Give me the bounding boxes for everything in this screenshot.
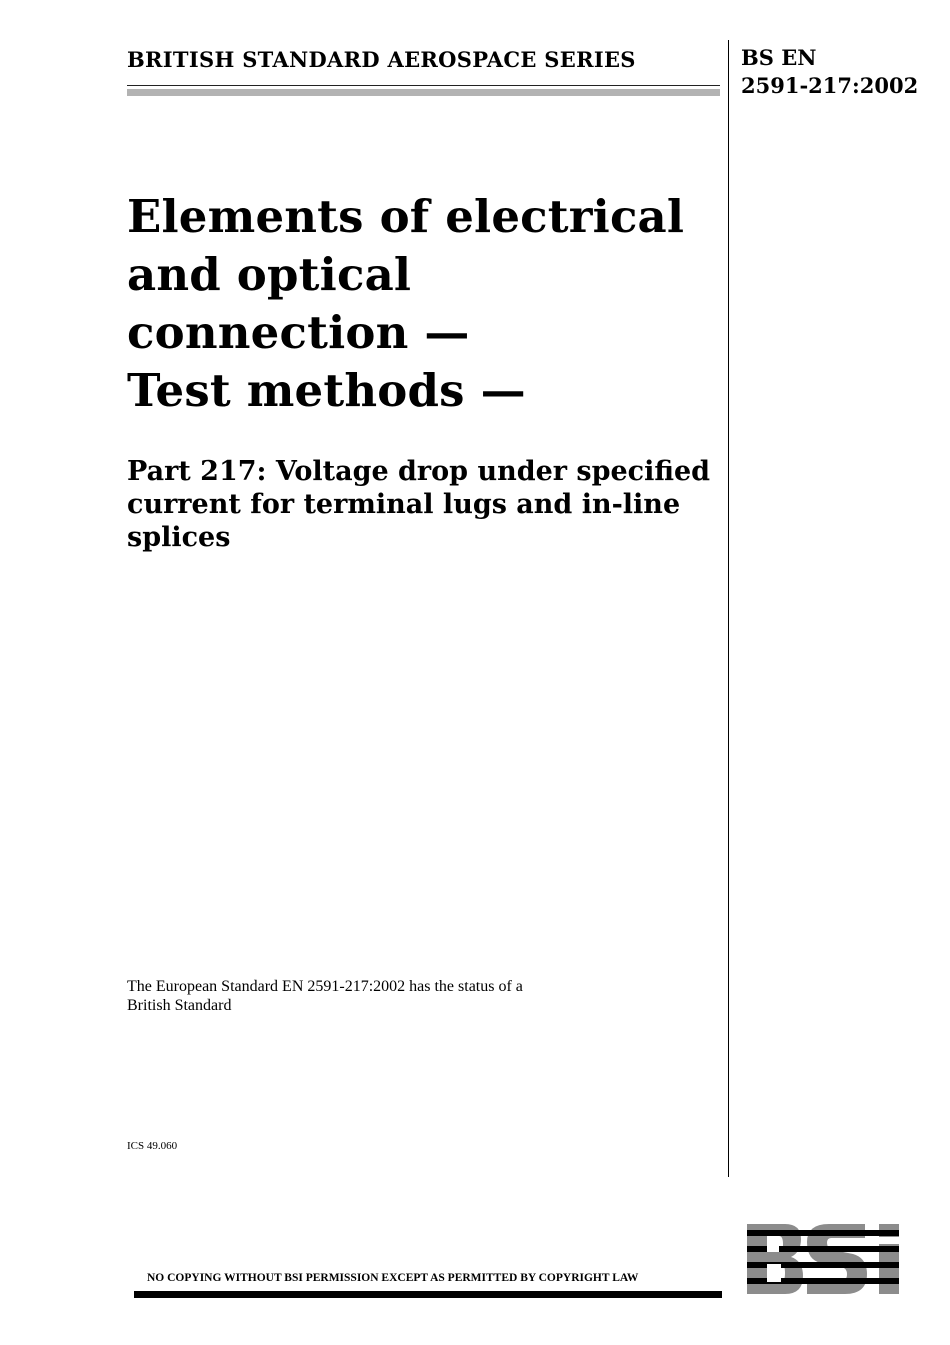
document-number-prefix: BS EN [741, 45, 817, 70]
ics-code: ICS 49.060 [127, 1140, 178, 1152]
document-number-code: 2591-217:2002 [741, 73, 919, 98]
header-rule-thin [127, 85, 720, 86]
series-label: BRITISH STANDARD AEROSPACE SERIES [127, 47, 636, 72]
main-title-line: and optical [127, 248, 412, 301]
vertical-divider [728, 40, 729, 1177]
header-rule-thick [127, 89, 720, 96]
main-title-line: Elements of electrical [127, 190, 685, 243]
copyright-notice: NO COPYING WITHOUT BSI PERMISSION EXCEPT AS PERMITTED BY COPYRIGHT LAW [147, 1272, 639, 1284]
status-note [127, 977, 523, 1015]
part-subtitle [127, 455, 717, 554]
main-title-line: connection — [127, 306, 470, 359]
main-title-line: Test methods — [127, 364, 526, 417]
footer-rule [134, 1291, 722, 1298]
status-note-line: British Standard [127, 997, 232, 1014]
status-note-line: The European Standard EN 2591-217:2002 has the status of a [127, 978, 523, 995]
document-number [741, 44, 918, 100]
bsi-logo [745, 1222, 915, 1298]
main-title [127, 188, 717, 420]
subtitle-line: current for terminal lugs and in-line [127, 489, 681, 520]
subtitle-line: Part 217: Voltage drop under specified [127, 456, 711, 487]
subtitle-line: splices [127, 522, 231, 553]
